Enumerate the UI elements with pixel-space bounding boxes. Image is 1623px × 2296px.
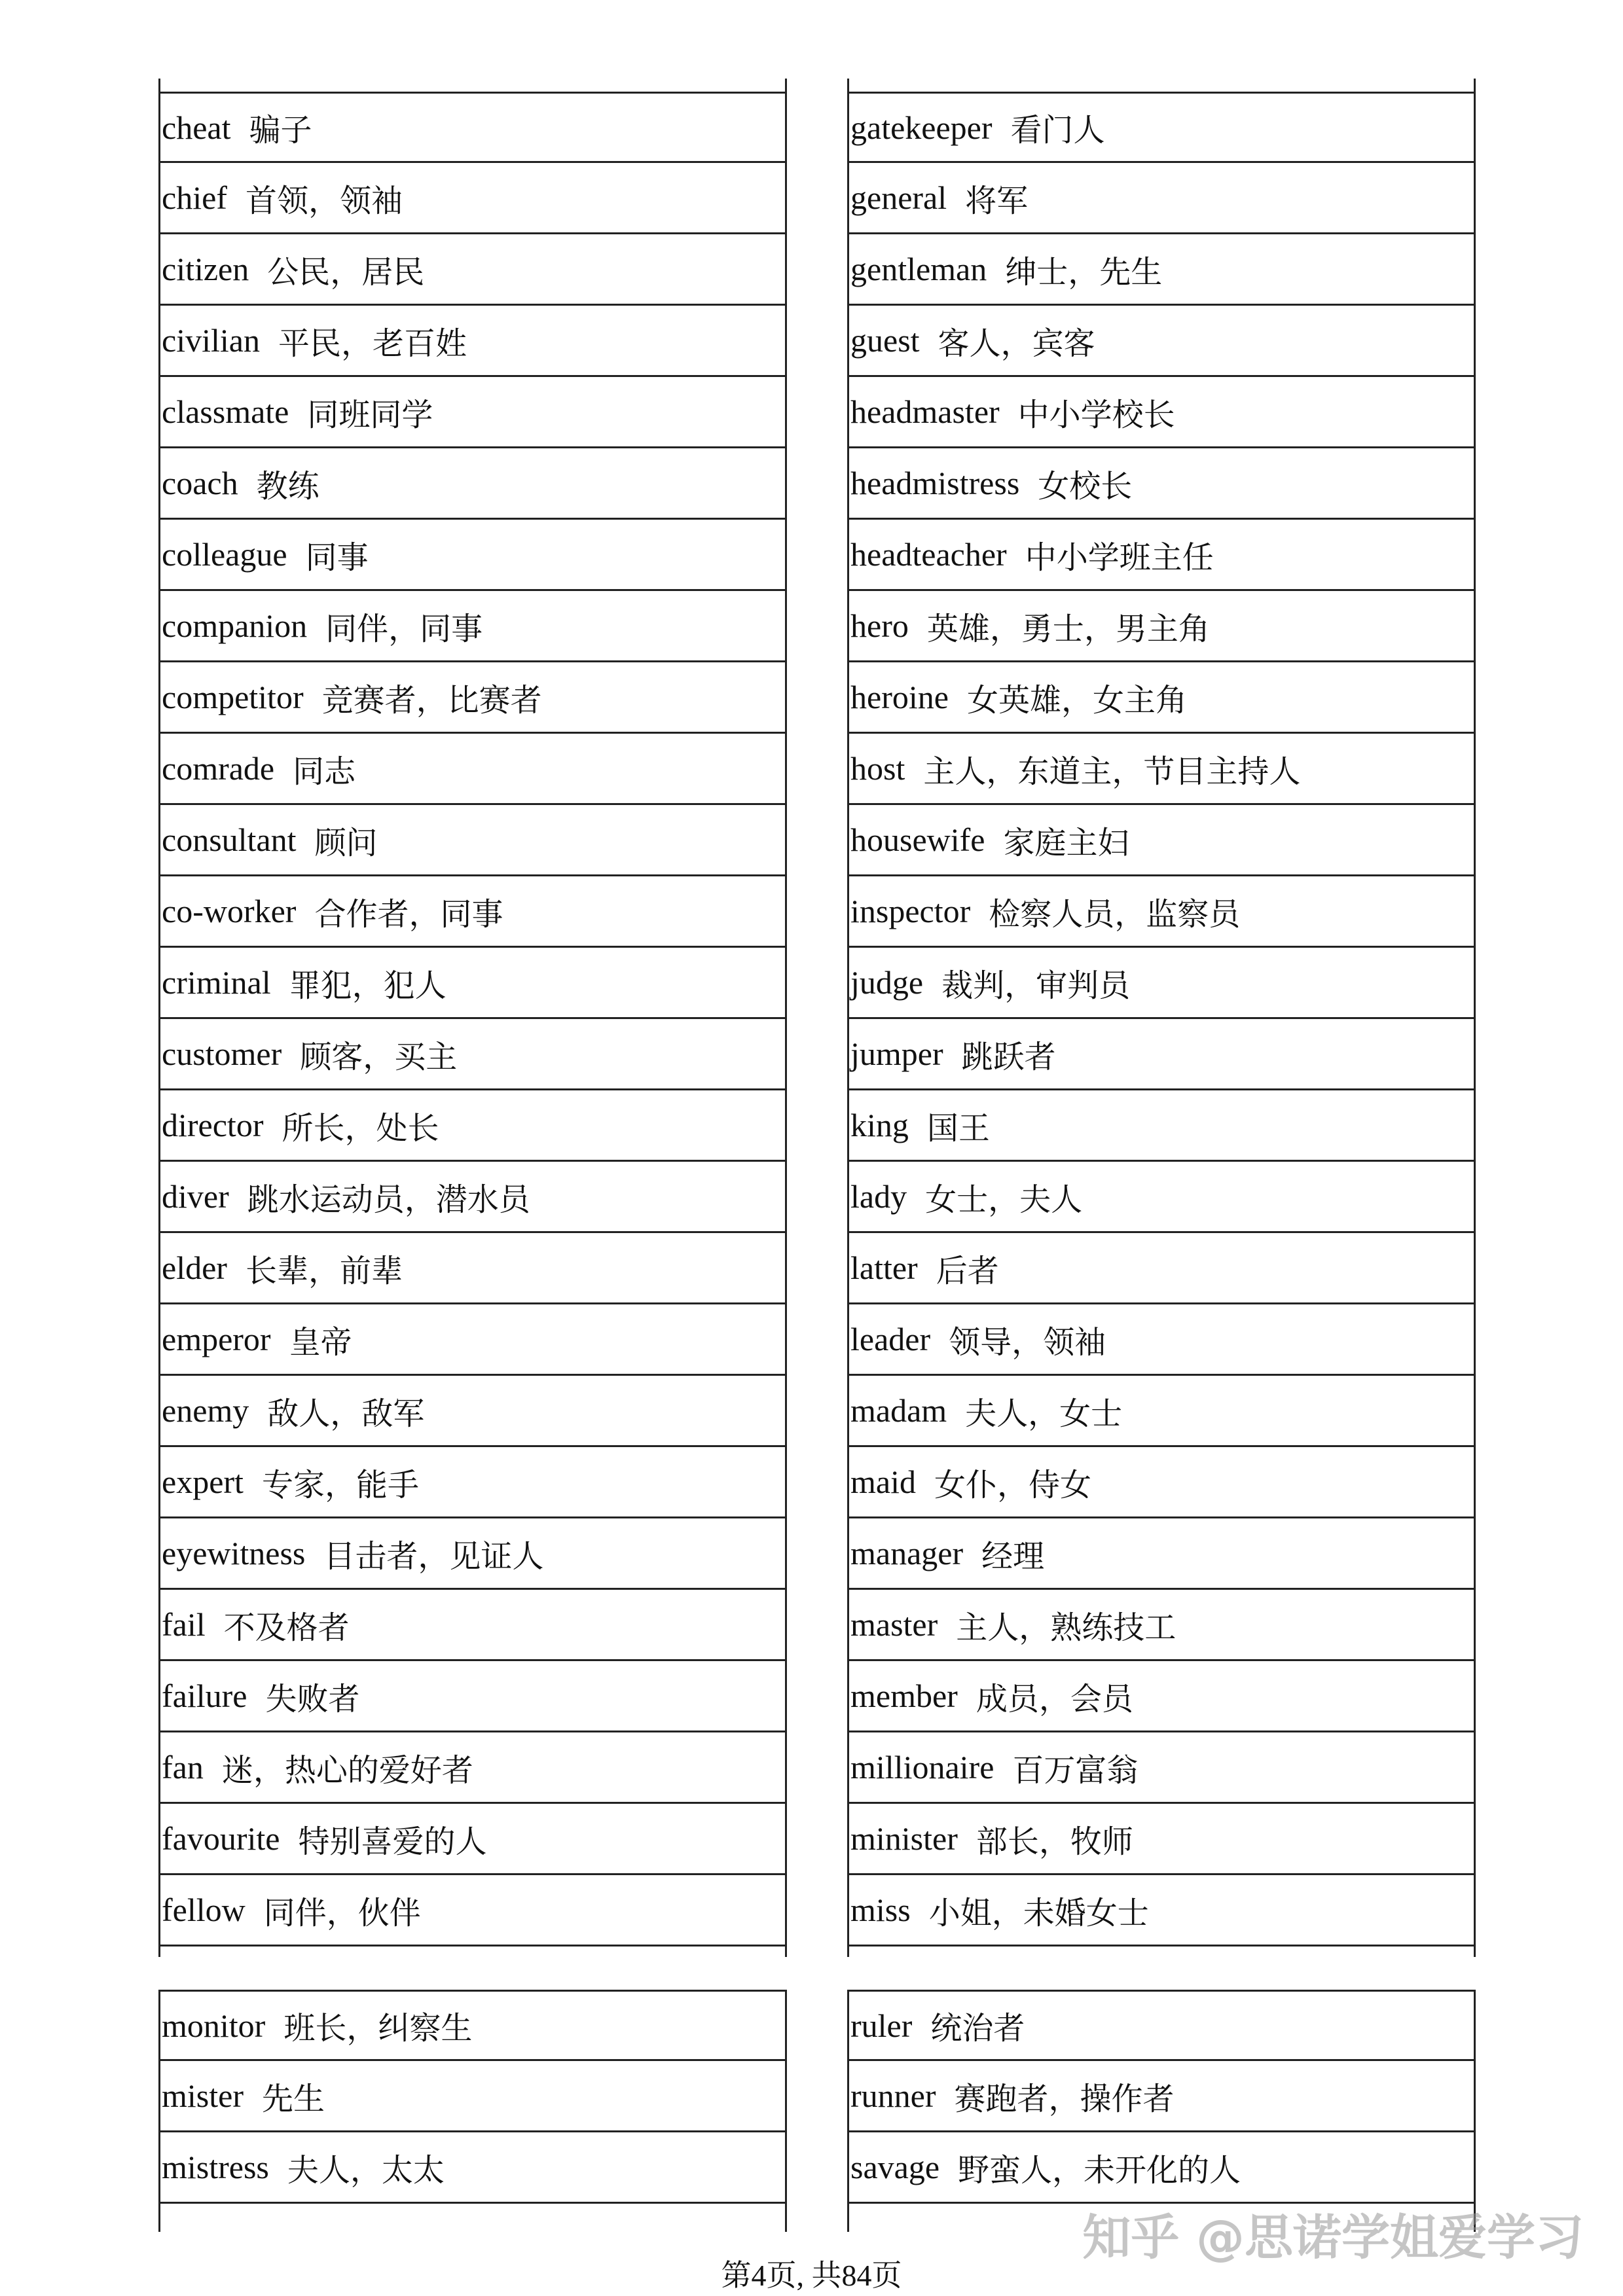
english-word: co-worker: [162, 893, 297, 929]
vocab-row: [849, 662, 1474, 734]
english-word: host: [850, 750, 905, 787]
chinese-meaning: 竞赛者，比赛者: [321, 681, 542, 719]
vocab-row: [160, 163, 785, 234]
chinese-meaning: 合作者，同事: [314, 895, 503, 933]
vocab-row: [160, 1590, 785, 1661]
english-word: civilian: [162, 322, 260, 359]
english-word: classmate: [162, 393, 289, 430]
chinese-meaning: 跳水运动员，潜水员: [247, 1181, 530, 1218]
english-word: headmistress: [850, 465, 1020, 501]
chinese-meaning: 先生: [261, 2080, 325, 2117]
vocab-row: [160, 448, 785, 520]
vocab-row: [160, 1019, 785, 1090]
vocab-row: [849, 1019, 1474, 1090]
english-word: cheat: [162, 109, 231, 146]
chinese-meaning: 部长，牧师: [976, 1823, 1133, 1860]
chinese-meaning: 同伴，同事: [325, 610, 483, 647]
chinese-meaning: 百万富翁: [1012, 1751, 1139, 1789]
vocab-row: [849, 2132, 1474, 2204]
chinese-meaning: 女仆，侍女: [934, 1466, 1091, 1503]
vocab-row: [160, 1447, 785, 1518]
vocab-row: [849, 448, 1474, 520]
vocab-row: [160, 1804, 785, 1875]
english-word: monitor: [162, 2007, 266, 2044]
chinese-meaning: 国王: [926, 1109, 990, 1147]
vocab-row: [160, 306, 785, 377]
english-word: general: [850, 179, 947, 216]
english-word: master: [850, 1606, 938, 1643]
vocab-row: [160, 662, 785, 734]
vocab-row: [160, 2061, 785, 2132]
english-word: guest: [850, 322, 920, 359]
chinese-meaning: 同志: [293, 753, 356, 790]
english-word: chief: [162, 179, 227, 216]
page-footer: 第4页, 共84页: [721, 2259, 902, 2292]
english-word: housewife: [850, 821, 985, 858]
chinese-meaning: 绅士，先生: [1005, 253, 1163, 291]
english-word: elder: [162, 1249, 227, 1286]
english-word: enemy: [162, 1392, 249, 1429]
english-word: customer: [162, 1035, 282, 1072]
vocab-row: [849, 1304, 1474, 1376]
vocab-row: [849, 734, 1474, 805]
chinese-meaning: 赛跑者，操作者: [954, 2080, 1175, 2117]
chinese-meaning: 长辈，前辈: [245, 1252, 403, 1289]
english-word: madam: [850, 1392, 947, 1429]
vocab-row: [849, 1661, 1474, 1732]
chinese-meaning: 跳跃者: [961, 1038, 1056, 1075]
vocab-table-upper-left: [158, 79, 787, 1957]
vocab-row: [160, 2132, 785, 2204]
chinese-meaning: 失败者: [265, 1680, 360, 1717]
vocab-row: [849, 163, 1474, 234]
chinese-meaning: 夫人，女士: [965, 1395, 1123, 1432]
vocab-row: [160, 1233, 785, 1304]
english-word: mistress: [162, 2149, 269, 2185]
vocab-row: [160, 1990, 785, 2061]
chinese-meaning: 女士，夫人: [925, 1181, 1083, 1218]
vocab-table-lower-right: [847, 1990, 1476, 2232]
vocab-row: [849, 2061, 1474, 2132]
vocab-row: [849, 1162, 1474, 1233]
english-word: headmaster: [850, 393, 1000, 430]
chinese-meaning: 罪犯，犯人: [289, 967, 447, 1004]
english-word: hero: [850, 607, 909, 644]
vocab-row: [160, 805, 785, 876]
chinese-meaning: 所长，处长: [282, 1109, 439, 1147]
english-word: failure: [162, 1677, 247, 1714]
chinese-meaning: 女校长: [1038, 467, 1133, 505]
vocab-row: [160, 1875, 785, 1946]
english-word: inspector: [850, 893, 971, 929]
english-word: criminal: [162, 964, 271, 1001]
english-word: expert: [162, 1463, 244, 1500]
chinese-meaning: 野蛮人，未开化的人: [958, 2151, 1241, 2189]
english-word: favourite: [162, 1820, 280, 1857]
english-word: emperor: [162, 1321, 271, 1357]
chinese-meaning: 统治者: [930, 2010, 1025, 2047]
chinese-meaning: 中小学校长: [1017, 396, 1175, 433]
chinese-meaning: 皇帝: [289, 1323, 352, 1361]
english-word: director: [162, 1107, 264, 1143]
chinese-meaning: 领导，领袖: [949, 1323, 1106, 1361]
vocab-row: [160, 734, 785, 805]
vocab-row: [160, 948, 785, 1019]
english-word: gentleman: [850, 251, 987, 287]
vocab-row: [849, 306, 1474, 377]
english-word: consultant: [162, 821, 297, 858]
chinese-meaning: 不及格者: [223, 1609, 350, 1646]
vocab-row: [849, 591, 1474, 662]
vocab-row: [849, 92, 1474, 163]
english-word: fail: [162, 1606, 206, 1643]
english-word: king: [850, 1107, 909, 1143]
chinese-meaning: 顾问: [314, 824, 378, 861]
chinese-meaning: 家庭主妇: [1003, 824, 1129, 861]
chinese-meaning: 后者: [936, 1252, 999, 1289]
vocab-row: [160, 234, 785, 306]
chinese-meaning: 女英雄，女主角: [966, 681, 1187, 719]
chinese-meaning: 英雄，勇士，男主角: [926, 610, 1210, 647]
chinese-meaning: 平民，老百姓: [278, 325, 467, 362]
english-word: fellow: [162, 1892, 246, 1928]
chinese-meaning: 专家，能手: [261, 1466, 419, 1503]
vocab-row: [849, 948, 1474, 1019]
vocab-row: [160, 1162, 785, 1233]
english-word: coach: [162, 465, 238, 501]
vocab-row: [160, 876, 785, 948]
chinese-meaning: 教练: [256, 467, 319, 505]
english-word: manager: [850, 1535, 964, 1571]
chinese-meaning: 将军: [965, 182, 1029, 219]
vocab-row: [160, 377, 785, 448]
vocab-row: [849, 1233, 1474, 1304]
vocab-row: [849, 1518, 1474, 1590]
vocab-row: [849, 1875, 1474, 1946]
english-word: lady: [850, 1178, 907, 1215]
chinese-meaning: 经理: [981, 1537, 1045, 1575]
chinese-meaning: 主人，东道主，节目主持人: [923, 753, 1301, 790]
chinese-meaning: 敌人，敌军: [267, 1395, 425, 1432]
english-word: member: [850, 1677, 958, 1714]
chinese-meaning: 首领，领袖: [245, 182, 403, 219]
english-word: eyewitness: [162, 1535, 306, 1571]
vocab-row: [160, 1376, 785, 1447]
vocab-row: [849, 1804, 1474, 1875]
english-word: ruler: [850, 2007, 913, 2044]
vocab-row: [849, 876, 1474, 948]
vocab-row: [849, 1376, 1474, 1447]
chinese-meaning: 主人，熟练技工: [956, 1609, 1176, 1646]
chinese-meaning: 目击者，见证人: [323, 1537, 544, 1575]
english-word: runner: [850, 2077, 936, 2114]
chinese-meaning: 同事: [305, 539, 369, 576]
english-word: maid: [850, 1463, 916, 1500]
english-word: latter: [850, 1249, 918, 1286]
english-word: leader: [850, 1321, 931, 1357]
english-word: jumper: [850, 1035, 943, 1072]
chinese-meaning: 同班同学: [307, 396, 433, 433]
vocab-row: [849, 1990, 1474, 2061]
chinese-meaning: 中小学班主任: [1025, 539, 1214, 576]
vocab-row: [160, 1661, 785, 1732]
chinese-meaning: 同伴，伙伴: [263, 1894, 421, 1931]
vocab-row: [849, 1732, 1474, 1804]
english-word: miss: [850, 1892, 911, 1928]
english-word: fan: [162, 1749, 204, 1785]
vocab-row: [160, 92, 785, 163]
english-word: colleague: [162, 536, 287, 573]
english-word: judge: [850, 964, 924, 1001]
chinese-meaning: 检察人员，监察员: [989, 895, 1241, 933]
vocab-row: [160, 1518, 785, 1590]
vocab-row: [849, 1090, 1474, 1162]
chinese-meaning: 看门人: [1010, 112, 1105, 149]
vocab-row: [849, 234, 1474, 306]
watermark-text: 知乎 @思诺学姐爱学习: [1082, 2210, 1584, 2266]
vocab-table-lower-left: [158, 1990, 787, 2232]
english-word: comrade: [162, 750, 275, 787]
vocab-row: [849, 377, 1474, 448]
english-word: citizen: [162, 251, 249, 287]
vocab-row: [849, 1590, 1474, 1661]
chinese-meaning: 夫人，太太: [287, 2151, 445, 2189]
vocab-row: [160, 1090, 785, 1162]
vocab-row: [849, 1447, 1474, 1518]
chinese-meaning: 公民，居民: [267, 253, 425, 291]
english-word: savage: [850, 2149, 940, 2185]
english-word: heroine: [850, 679, 949, 715]
chinese-meaning: 小姐，未婚女士: [928, 1894, 1149, 1931]
vocab-row: [160, 591, 785, 662]
vocab-row: [849, 805, 1474, 876]
english-word: headteacher: [850, 536, 1007, 573]
chinese-meaning: 客人，宾客: [938, 325, 1095, 362]
english-word: millionaire: [850, 1749, 994, 1785]
vocab-table-upper-right: [847, 79, 1476, 1957]
chinese-meaning: 班长，纠察生: [283, 2010, 473, 2047]
chinese-meaning: 成员，会员: [976, 1680, 1133, 1717]
vocab-row: [849, 520, 1474, 591]
english-word: gatekeeper: [850, 109, 993, 146]
chinese-meaning: 骗子: [249, 112, 312, 149]
english-word: competitor: [162, 679, 304, 715]
vocab-row: [160, 520, 785, 591]
vocab-row: [160, 1732, 785, 1804]
chinese-meaning: 特别喜爱的人: [298, 1823, 487, 1860]
english-word: mister: [162, 2077, 244, 2114]
chinese-meaning: 顾客，买主: [300, 1038, 458, 1075]
english-word: minister: [850, 1820, 958, 1857]
chinese-meaning: 裁判，审判员: [941, 967, 1131, 1004]
chinese-meaning: 迷，热心的爱好者: [221, 1751, 473, 1789]
english-word: diver: [162, 1178, 229, 1215]
english-word: companion: [162, 607, 308, 644]
vocab-row: [160, 1304, 785, 1376]
